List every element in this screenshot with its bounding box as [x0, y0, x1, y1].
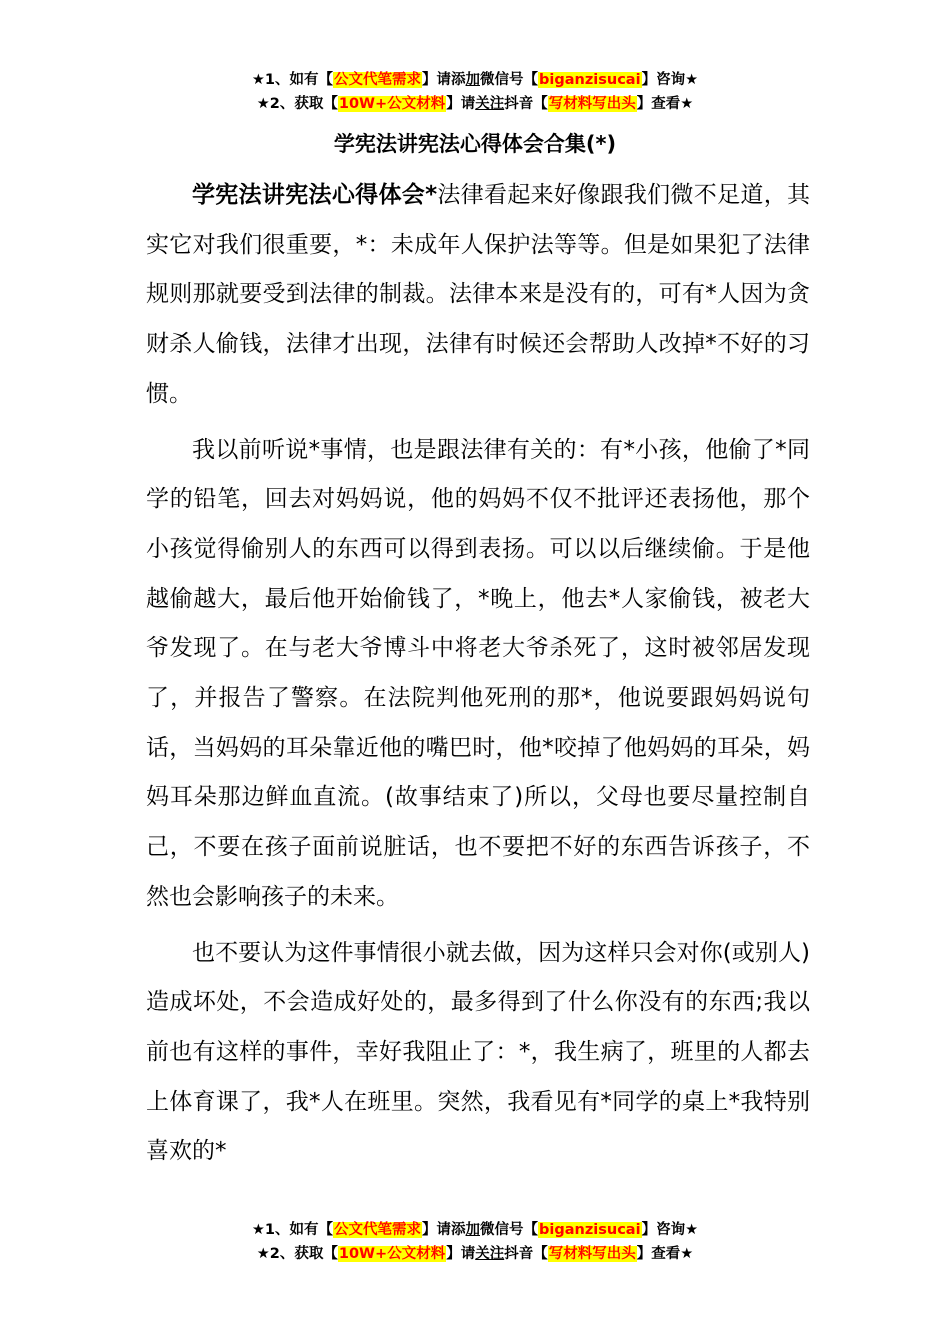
banner-line-2-prefix: ★2、获取【 [256, 96, 338, 112]
footer-line-1-mid-b: 加 [465, 1222, 481, 1238]
footer-line-1-wechat-id: biganzisucai [539, 1222, 641, 1238]
footer-line-2-mid-b: 关注 [475, 1246, 505, 1262]
footer-line-2-highlight: 10W+公文材料 [338, 1246, 446, 1262]
banner-line-1-suffix: 】咨询★ [641, 72, 699, 88]
banner-line-1 [0, 68, 950, 92]
paragraph-1-lead: 学宪法讲宪法心得体会* [192, 182, 438, 208]
banner-line-1-mid-b: 加 [465, 72, 481, 88]
paragraph-3: 也不要认为这件事情很小就去做，因为这样只会对你(或别人)造成坏处，不会造成好处的，最多得到了什么你没有的东西;我以前也有这样的事件，幸好我阻止了：*，我生病了，班里的人都去上体育课了，我*人在班里。突然，我看见有*同学的桌上*我特别喜欢的* [146, 939, 810, 1165]
footer-line-1-prefix: ★1、如有【 [251, 1222, 334, 1238]
footer-line-2-mid-a: 】请 [446, 1246, 476, 1262]
footer-line-2-douyin-id: 写材料写出头 [548, 1246, 636, 1262]
banner-line-2-mid-b: 关注 [475, 96, 505, 112]
banner-line-1-mid-a: 】请添 [422, 72, 466, 88]
banner-line-1-wechat-id: biganzisucai [539, 72, 641, 88]
footer-line-1 [0, 1218, 950, 1242]
footer-line-2-suffix: 】查看★ [636, 1246, 694, 1262]
banner-line-1-highlight: 公文代笔需求 [334, 72, 422, 88]
banner-line-2-mid-a: 】请 [446, 96, 476, 112]
footer-line-2 [0, 1242, 950, 1266]
paragraph-2: 我以前听说*事情，也是跟法律有关的：有*小孩，他偷了*同学的铅笔，回去对妈妈说，他的妈妈不仅不批评还表扬他，那个小孩觉得偷别人的东西可以得到表扬。可以以后继续偷。于是他越偷越大，最后他开始偷钱了，*晚上，他去*人家偷钱，被老大爷发现了。在与老大爷博斗中将老大爷杀死了，这时被邻居发现了，并报告了警察。在法院判他死刑的那*，他说要跟妈妈说句话，当妈妈的耳朵靠近他的嘴巴时，他*咬掉了他妈妈的耳朵，妈妈耳朵那边鲜血直流。(故事结束了)所以，父母也要尽量控制自己，不要在孩子面前说脏话，也不要把不好的东西告诉孩子，不然也会影响孩子的未来。 [146, 436, 810, 910]
header-banner [0, 68, 950, 116]
footer-banner [0, 1218, 950, 1266]
footer-line-2-prefix: ★2、获取【 [256, 1246, 338, 1262]
banner-line-1-prefix: ★1、如有【 [251, 72, 334, 88]
document-body [146, 171, 810, 1183]
banner-line-2-suffix: 】查看★ [636, 96, 694, 112]
banner-line-2-douyin-id: 写材料写出头 [548, 96, 636, 112]
paragraph-1-text: 法律看起来好像跟我们微不足道，其实它对我们很重要，*：未成年人保护法等等。但是如果犯了法律规则那就要受到法律的制裁。法律本来是没有的，可有*人因为贪财杀人偷钱，法律才出现，法律有时候还会帮助人改掉*不好的习惯。 [146, 182, 810, 407]
footer-line-1-highlight: 公文代笔需求 [334, 1222, 422, 1238]
footer-line-1-mid-c: 微信号【 [480, 1222, 539, 1238]
banner-line-2-mid-c: 抖音【 [504, 96, 548, 112]
banner-line-2-highlight: 10W+公文材料 [338, 96, 446, 112]
footer-line-2-mid-c: 抖音【 [504, 1246, 548, 1262]
footer-line-1-mid-a: 】请添 [422, 1222, 466, 1238]
footer-line-1-suffix: 】咨询★ [641, 1222, 699, 1238]
document-title: 学宪法讲宪法心得体会合集(*) [333, 132, 617, 156]
paragraph-1 [146, 171, 810, 420]
banner-line-2 [0, 92, 950, 116]
banner-line-1-mid-c: 微信号【 [480, 72, 539, 88]
